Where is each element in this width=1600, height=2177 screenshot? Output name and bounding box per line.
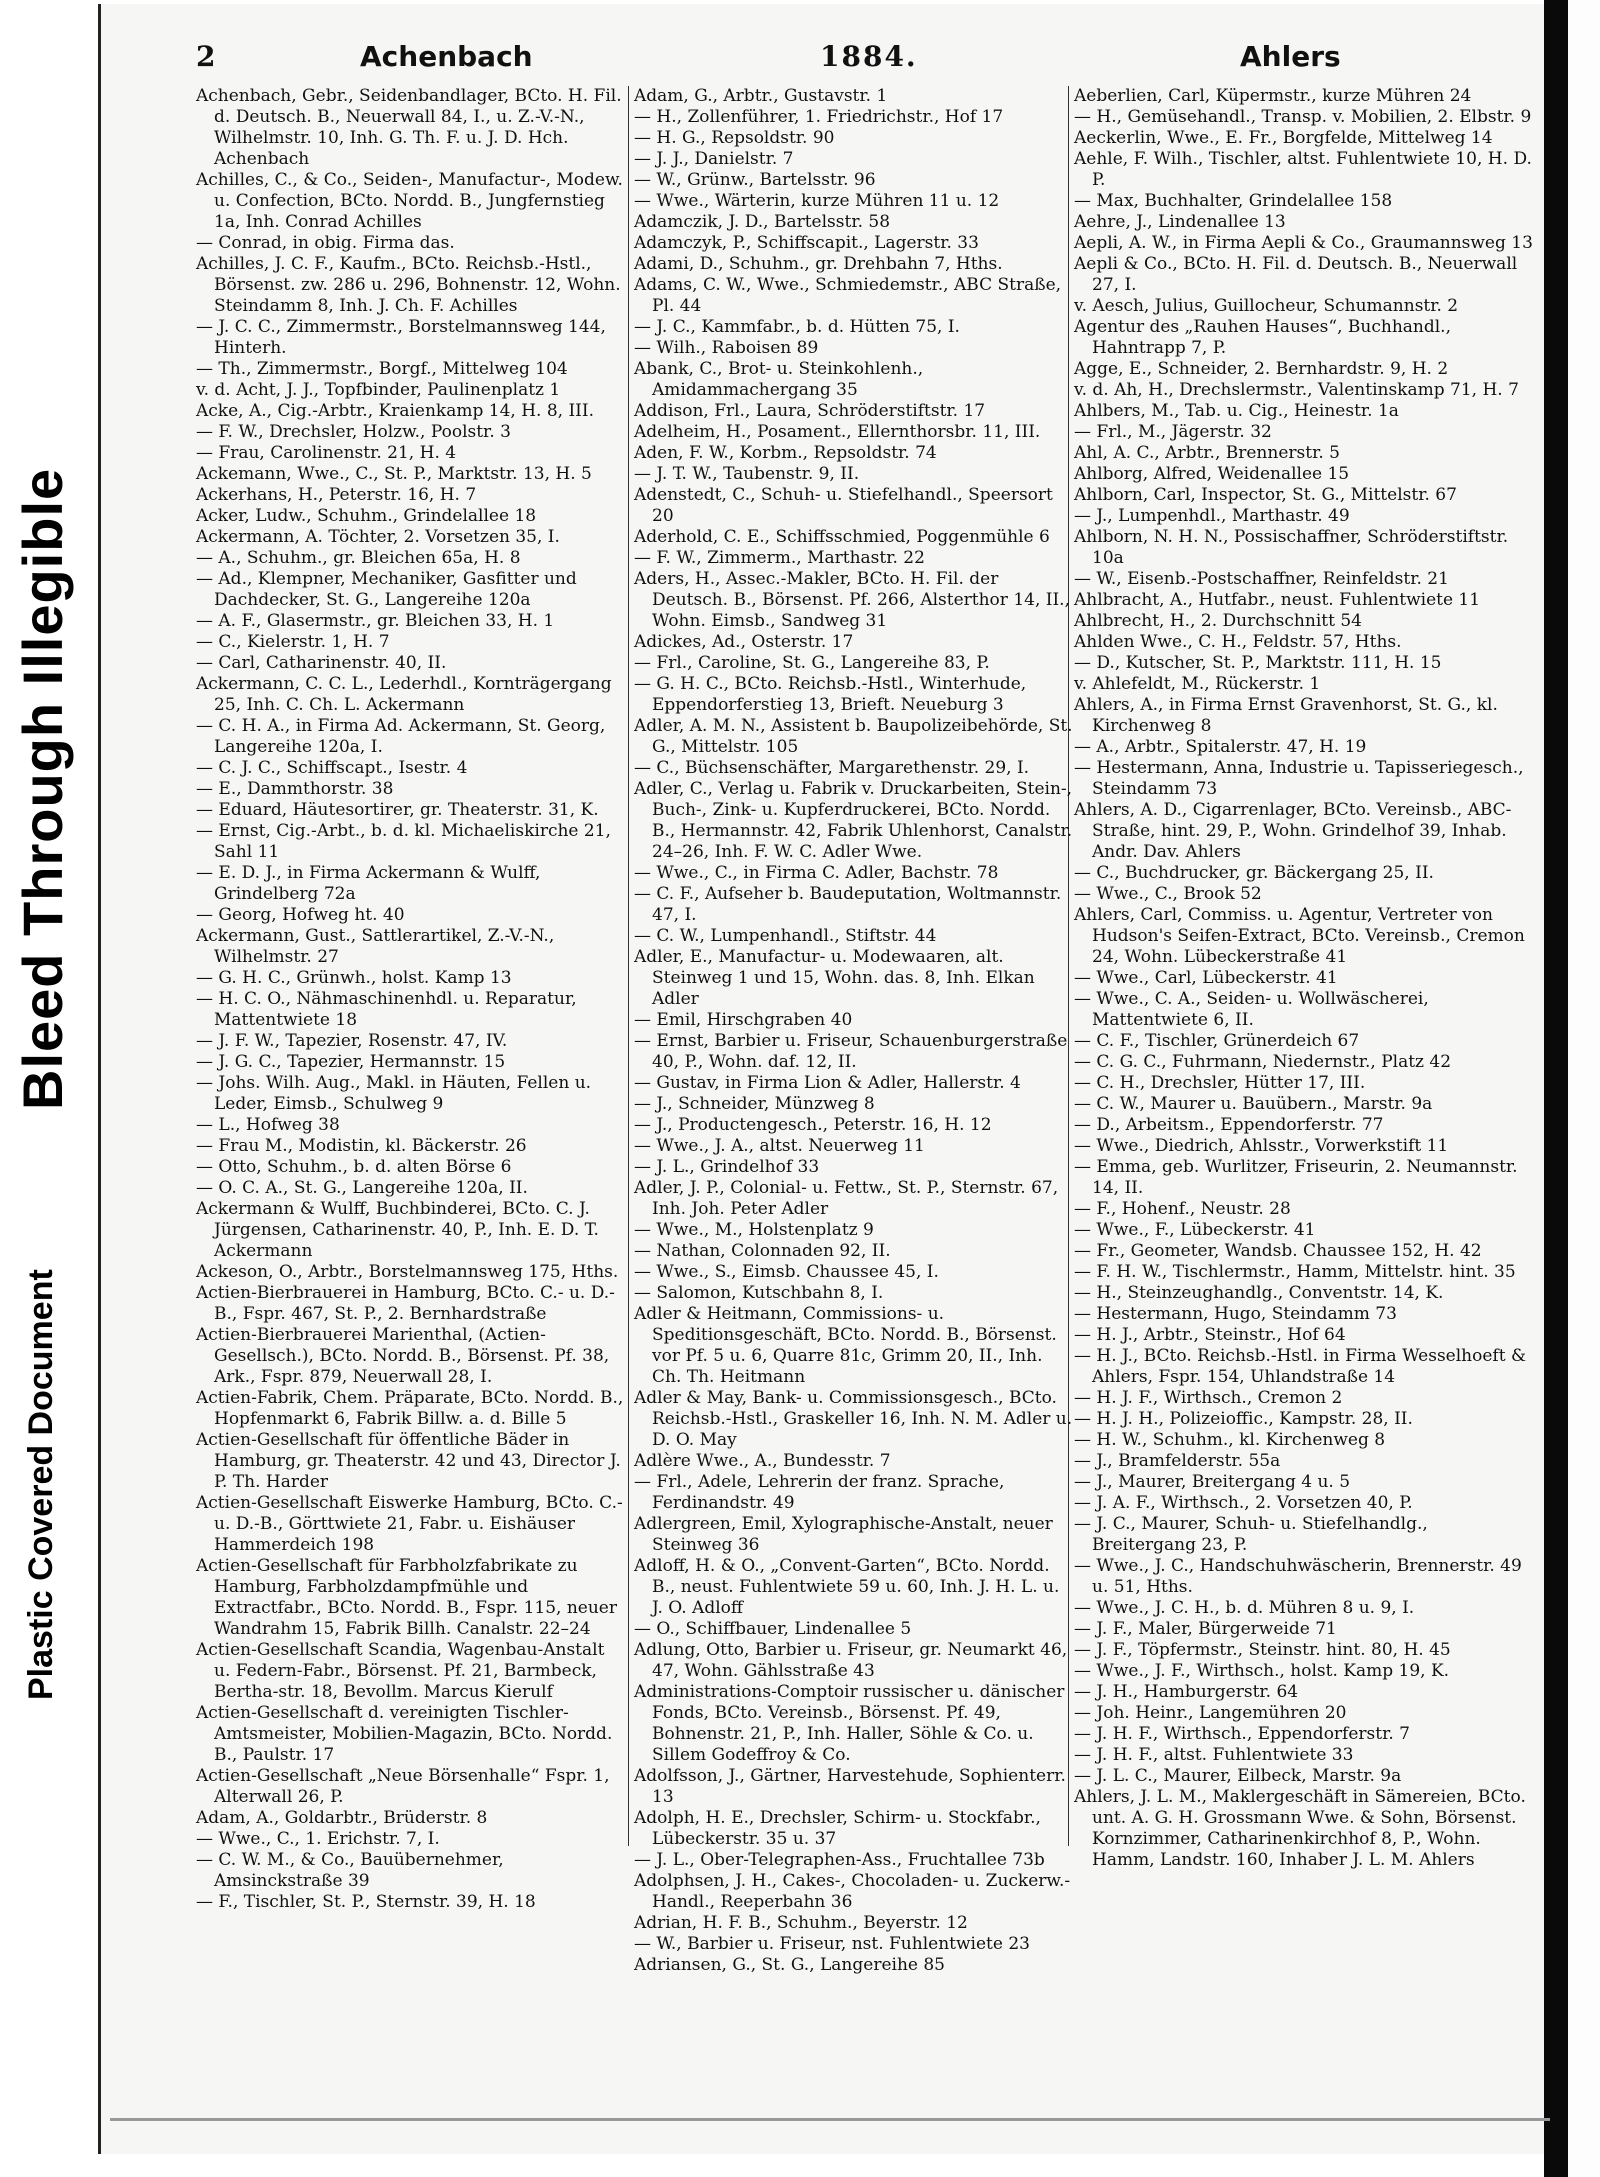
directory-entry: — Wilh., Raboisen 89 <box>634 338 819 358</box>
directory-entry: Actien-Gesellschaft Scandia, Wagenbau-Anstalt u. Federn-Fabr., Börsenst. Pf. 21, Barmbeck, Bertha-str. 18, Bevollm. Marcus Kierulf <box>196 1640 605 1702</box>
directory-entry: Ahlers, Carl, Commiss. u. Agentur, Vertreter von Hudson's Seifen-Extract, BCto. Vereinsb., Cremon 24, Wohn. Lübeckerstraße 41 <box>1074 905 1525 967</box>
year-heading: 1884. <box>820 40 918 73</box>
directory-entry: — O. C. A., St. G., Langereihe 120a, II. <box>196 1178 528 1198</box>
directory-entry: Ahlbrecht, H., 2. Durchschnitt 54 <box>1074 611 1362 631</box>
directory-entry: — F. W., Drechsler, Holzw., Poolstr. 3 <box>196 422 511 442</box>
directory-entry: — C. H. A., in Firma Ad. Ackermann, St. Georg, Langereihe 120a, I. <box>196 716 606 757</box>
directory-entry: Adloff, H. & O., „Convent-Garten“, BCto. Nordd. B., neust. Fuhlentwiete 59 u. 60, Inh. J. H. L. u. J. O. Adloff <box>634 1556 1060 1618</box>
directory-entry: Actien-Gesellschaft für Farbholzfabrikate zu Hamburg, Farbholzdampfmühle und Extractfabr., BCto. Nordd. B., Fspr. 115, neuer Wandrahm 15, Fabrik Billh. Canalstr. 22–24 <box>196 1556 617 1639</box>
directory-entry: — Max, Buchhalter, Grindelallee 158 <box>1074 191 1393 211</box>
directory-entry: Acke, A., Cig.-Arbtr., Kraienkamp 14, H. 8, III. <box>196 401 595 421</box>
directory-entry: — Ernst, Barbier u. Friseur, Schauenburgerstraße 40, P., Wohn. daf. 12, II. <box>634 1031 1068 1072</box>
directory-entry: — F. H. W., Tischlermstr., Hamm, Mittelstr. hint. 35 <box>1074 1262 1516 1282</box>
directory-entry: Adler, E., Manufactur- u. Modewaaren, alt. Steinweg 1 und 15, Wohn. das. 8, Inh. Elkan Adler <box>634 947 1035 1009</box>
directory-entry: — E., Dammthorstr. 38 <box>196 779 394 799</box>
directory-entry: Adams, C. W., Wwe., Schmiedemstr., ABC Straße, Pl. 44 <box>634 275 1062 316</box>
directory-entry: — C. H., Drechsler, Hütter 17, III. <box>1074 1073 1366 1093</box>
directory-entry: — H. J. H., Polizeioffic., Kampstr. 28, II. <box>1074 1409 1413 1429</box>
directory-entry: — Ernst, Cig.-Arbt., b. d. kl. Michaeliskirche 21, Sahl 11 <box>196 821 611 862</box>
directory-entry: — J. L. C., Maurer, Eilbeck, Marstr. 9a <box>1074 1766 1402 1786</box>
directory-entry: — Frl., Adele, Lehrerin der franz. Sprache, Ferdinandstr. 49 <box>634 1472 1005 1513</box>
directory-entry: — Joh. Heinr., Langemühren 20 <box>1074 1703 1347 1723</box>
directory-entry: Achenbach, Gebr., Seidenbandlager, BCto. H. Fil. d. Deutsch. B., Neuerwall 84, I., u. Z.-V.-N., Wilhelmstr. 10, Inh. G. Th. F. u. J. D. Hch. Achenbach <box>196 86 622 169</box>
directory-entry: Administrations-Comptoir russischer u. dänischer Fonds, BCto. Vereinsb., Börsenst. Pf. 49, Bohnenstr. 21, P., Inh. Haller, Söhle & Co. u. Sillem Godeffroy & Co. <box>634 1682 1065 1765</box>
directory-entry: Adickes, Ad., Osterstr. 17 <box>634 632 854 652</box>
directory-entry: — F. W., Zimmerm., Marthastr. 22 <box>634 548 925 568</box>
directory-entry: Ackeson, O., Arbtr., Borstelmannsweg 175, Hths. <box>196 1262 619 1282</box>
directory-entry: Adamczyk, P., Schiffscapit., Lagerstr. 33 <box>634 233 979 253</box>
directory-entry: — J. F., Töpfermstr., Steinstr. hint. 80, H. 45 <box>1074 1640 1451 1660</box>
directory-entry: Ahlborn, N. H. N., Possischaffner, Schröderstiftstr. 10a <box>1074 527 1509 568</box>
directory-entry: Aeckerlin, Wwe., E. Fr., Borgfelde, Mittelweg 14 <box>1074 128 1493 148</box>
directory-entry: — Wwe., J. C., Handschuhwäscherin, Brennerstr. 49 u. 51, Hths. <box>1074 1556 1522 1597</box>
directory-entry: Adlung, Otto, Barbier u. Friseur, gr. Neumarkt 46, 47, Wohn. Gählsstraße 43 <box>634 1640 1068 1681</box>
directory-entry: — G. H. C., Grünwh., holst. Kamp 13 <box>196 968 512 988</box>
directory-entry: — Wwe., S., Eimsb. Chaussee 45, I. <box>634 1262 939 1282</box>
directory-entry: — F., Tischler, St. P., Sternstr. 39, H. 18 <box>196 1892 536 1912</box>
directory-entry: — J. A. F., Wirthsch., 2. Vorsetzen 40, P. <box>1074 1493 1413 1513</box>
directory-entry: Actien-Gesellschaft d. vereinigten Tischler-Amtsmeister, Mobilien-Magazin, BCto. Nordd. B., Paulstr. 17 <box>196 1703 613 1765</box>
directory-entry: — Otto, Schuhm., b. d. alten Börse 6 <box>196 1157 512 1177</box>
directory-entry: — E. D. J., in Firma Ackermann & Wulff, Grindelberg 72a <box>196 863 541 904</box>
directory-entry: Ahlers, J. L. M., Maklergeschäft in Sämereien, BCto. unt. A. G. H. Grossmann Wwe. & Sohn, Börsenst. Kornzimmer, Catharinenkirchhof 8, P., Wohn. Hamm, Landstr. 160, Inhaber J. L. M. Ahlers <box>1074 1787 1526 1870</box>
directory-entry: — Wwe., C., 1. Erichstr. 7, I. <box>196 1829 440 1849</box>
directory-entry: Actien-Gesellschaft Eiswerke Hamburg, BCto. C.- u. D.-B., Görttwiete 21, Fabr. u. Eishäuser Hammerdeich 198 <box>196 1493 623 1555</box>
directory-entry: — Emil, Hirschgraben 40 <box>634 1010 853 1030</box>
directory-entry: Adami, D., Schuhm., gr. Drehbahn 7, Hths. <box>634 254 1003 274</box>
directory-entry: Acker, Ludw., Schuhm., Grindelallee 18 <box>196 506 537 526</box>
directory-entry: — J. C., Maurer, Schuh- u. Stiefelhandlg., Breitergang 23, P. <box>1074 1514 1428 1555</box>
directory-entry: Ahlbracht, A., Hutfabr., neust. Fuhlentwiete 11 <box>1074 590 1481 610</box>
directory-entry: — Frau, Carolinenstr. 21, H. 4 <box>196 443 457 463</box>
directory-entry: Agge, E., Schneider, 2. Bernhardstr. 9, H. 2 <box>1074 359 1449 379</box>
directory-entry: — J. L., Grindelhof 33 <box>634 1157 820 1177</box>
directory-entry: — G. H. C., BCto. Reichsb.-Hstl., Winterhude, Eppendorferstieg 13, Brieft. Neueburg 3 <box>634 674 1027 715</box>
directory-entry: — J. H. F., Wirthsch., Eppendorferstr. 7 <box>1074 1724 1410 1744</box>
directory-entry: — Wwe., C., Brook 52 <box>1074 884 1262 904</box>
directory-entry: Ackermann, A. Töchter, 2. Vorsetzen 35, I. <box>196 527 560 547</box>
directory-entry: — Carl, Catharinenstr. 40, II. <box>196 653 447 673</box>
directory-entry: — C., Büchsenschäfter, Margarethenstr. 29, I. <box>634 758 1030 778</box>
directory-entry: Aders, H., Assec.-Makler, BCto. H. Fil. der Deutsch. B., Börsenst. Pf. 266, Alsterthor 14, II., Wohn. Eimsb., Sandweg 31 <box>634 569 1070 631</box>
page-edge-margin <box>1568 0 1600 2177</box>
directory-entry: — H. J., Arbtr., Steinstr., Hof 64 <box>1074 1325 1346 1345</box>
directory-entry: — Wwe., J. C. H., b. d. Mühren 8 u. 9, I. <box>1074 1598 1415 1618</box>
directory-entry: — H., Steinzeughandlg., Conventstr. 14, K. <box>1074 1283 1444 1303</box>
directory-entry: — C. J. C., Schiffscapt., Isestr. 4 <box>196 758 468 778</box>
directory-entry: Ahlers, A., in Firma Ernst Gravenhorst, St. G., kl. Kirchenweg 8 <box>1074 695 1498 736</box>
directory-entry: Achilles, J. C. F., Kaufm., BCto. Reichsb.-Hstl., Börsenst. zw. 286 u. 296, Bohnenstr. 12, Wohn. Steindamm 8, Inh. J. Ch. F. Achilles <box>196 254 621 316</box>
directory-entry: — H., Zollenführer, 1. Friedrichstr., Hof 17 <box>634 107 1004 127</box>
directory-entry: Actien-Bierbrauerei Marienthal, (Actien-Gesellsch.), BCto. Nordd. B., Börsenst. Pf. 38, Ark., Fspr. 879, Neuerwall 28, I. <box>196 1325 610 1387</box>
directory-entry: Ackerhans, H., Peterstr. 16, H. 7 <box>196 485 477 505</box>
page-number: 2 <box>196 40 216 73</box>
directory-entry: Achilles, C., & Co., Seiden-, Manufactur-, Modew. u. Confection, BCto. Nordd. B., Jungfernstieg 1a, Inh. Conrad Achilles <box>196 170 623 232</box>
directory-entry: Aehre, J., Lindenallee 13 <box>1074 212 1286 232</box>
directory-entry: — C., Buchdrucker, gr. Bäckergang 25, II. <box>1074 863 1434 883</box>
directory-entry: — Gustav, in Firma Lion & Adler, Hallerstr. 4 <box>634 1073 1021 1093</box>
directory-entry: Adam, A., Goldarbtr., Brüderstr. 8 <box>196 1808 488 1828</box>
directory-entry: — J. F., Maler, Bürgerweide 71 <box>1074 1619 1337 1639</box>
directory-entry: Ackermann, Gust., Sattlerartikel, Z.-V.-N., Wilhelmstr. 27 <box>196 926 555 967</box>
right-running-head: Ahlers <box>1240 40 1341 73</box>
directory-entry: Ahl, A. C., Arbtr., Brennerstr. 5 <box>1074 443 1340 463</box>
directory-entry: Ahlborg, Alfred, Weidenallee 15 <box>1074 464 1350 484</box>
directory-entry: — Wwe., Carl, Lübeckerstr. 41 <box>1074 968 1338 988</box>
directory-entry: — D., Arbeitsm., Eppendorferstr. 77 <box>1074 1115 1384 1135</box>
directory-entry: Actien-Gesellschaft für öffentliche Bäder in Hamburg, gr. Theaterstr. 42 und 43, Director J. P. Th. Harder <box>196 1430 621 1492</box>
directory-entry: — Frl., M., Jägerstr. 32 <box>1074 422 1272 442</box>
directory-entry: — Wwe., C. A., Seiden- u. Wollwäscherei, Mattentwiete 6, II. <box>1074 989 1429 1030</box>
directory-entry: — L., Hofweg 38 <box>196 1115 340 1135</box>
directory-entry: — Wwe., M., Holstenplatz 9 <box>634 1220 874 1240</box>
directory-entry: — H. J., BCto. Reichsb.-Hstl. in Firma Wesselhoeft & Ahlers, Fspr. 154, Uhlandstraße 14 <box>1074 1346 1527 1387</box>
directory-entry: Adler, A. M. N., Assistent b. Baupolizeibehörde, St. G., Mittelstr. 105 <box>634 716 1073 757</box>
directory-entry: — Wwe., F., Lübeckerstr. 41 <box>1074 1220 1316 1240</box>
directory-entry: Aepli, A. W., in Firma Aepli & Co., Graumannsweg 13 <box>1074 233 1533 253</box>
directory-entry: — H. G., Repsoldstr. 90 <box>634 128 835 148</box>
directory-entry: — A., Schuhm., gr. Bleichen 65a, H. 8 <box>196 548 521 568</box>
bleed-through-label: Bleed Through Illegible <box>11 467 74 1110</box>
directory-entry: — Salomon, Kutschbahn 8, I. <box>634 1283 884 1303</box>
directory-entry: Adenstedt, C., Schuh- u. Stiefelhandl., Speersort 20 <box>634 485 1053 526</box>
directory-entry: — J., Lumpenhdl., Marthastr. 49 <box>1074 506 1350 526</box>
directory-entry: v. d. Acht, J. J., Topfbinder, Paulinenplatz 1 <box>196 380 561 400</box>
directory-entry: Ahlborn, Carl, Inspector, St. G., Mittelstr. 67 <box>1074 485 1457 505</box>
directory-entry: Ackermann & Wulff, Buchbinderei, BCto. C. J. Jürgensen, Catharinenstr. 40, P., Inh. E. D. T. Ackermann <box>196 1199 599 1261</box>
directory-entry: — Wwe., J. F., Wirthsch., holst. Kamp 19, K. <box>1074 1661 1450 1681</box>
directory-entry: — J. G. C., Tapezier, Hermannstr. 15 <box>196 1052 506 1072</box>
directory-entry: Adler & Heitmann, Commissions- u. Speditionsgeschäft, BCto. Nordd. B., Börsenst. vor Pf. 5 u. 6, Quarre 81c, Grimm 20, II., Inh. Ch. Th. Heitmann <box>634 1304 1057 1387</box>
directory-entry: Agentur des „Rauhen Hauses“, Buchhandl., Hahntrapp 7, P. <box>1074 317 1451 358</box>
directory-entry: — Hestermann, Anna, Industrie u. Tapisseriegesch., Steindamm 73 <box>1074 758 1524 799</box>
directory-entry: — Wwe., Diedrich, Ahlsstr., Vorwerkstift 11 <box>1074 1136 1449 1156</box>
directory-entry: Actien-Gesellschaft „Neue Börsenhalle“ Fspr. 1, Alterwall 26, P. <box>196 1766 610 1807</box>
directory-entry: Adolfsson, J., Gärtner, Harvestehude, Sophienterr. 13 <box>634 1766 1066 1807</box>
directory-entry: Aeberlien, Carl, Küpermstr., kurze Mühren 24 <box>1074 86 1472 106</box>
bottom-page-edge <box>110 2118 1550 2121</box>
directory-column-1 <box>196 86 624 1912</box>
directory-entry: — Emma, geb. Wurlitzer, Friseurin, 2. Neumannstr. 14, II. <box>1074 1157 1518 1198</box>
directory-entry: Adler, J. P., Colonial- u. Fettw., St. P., Sternstr. 67, Inh. Joh. Peter Adler <box>634 1178 1059 1219</box>
directory-entry: Addison, Frl., Laura, Schröderstiftstr. 17 <box>634 401 986 421</box>
directory-entry: v. Ahlefeldt, M., Rückerstr. 1 <box>1074 674 1321 694</box>
directory-entry: — Fr., Geometer, Wandsb. Chaussee 152, H. 42 <box>1074 1241 1482 1261</box>
directory-entry: — Johs. Wilh. Aug., Makl. in Häuten, Fellen u. Leder, Eimsb., Schulweg 9 <box>196 1073 592 1114</box>
directory-entry: — O., Schiffbauer, Lindenallee 5 <box>634 1619 912 1639</box>
directory-entry: — J. H. F., altst. Fuhlentwiete 33 <box>1074 1745 1354 1765</box>
directory-entry: Adler & May, Bank- u. Commissionsgesch., BCto. Reichsb.-Hstl., Graskeller 16, Inh. N. M. Adler u. D. O. May <box>634 1388 1073 1450</box>
directory-entry: — C. G. C., Fuhrmann, Niedernstr., Platz 42 <box>1074 1052 1452 1072</box>
directory-entry: — H. J. F., Wirthsch., Cremon 2 <box>1074 1388 1343 1408</box>
directory-entry: Adam, G., Arbtr., Gustavstr. 1 <box>634 86 888 106</box>
directory-entry: Adelheim, H., Posament., Ellernthorsbr. 11, III. <box>634 422 1041 442</box>
directory-entry: Ackemann, Wwe., C., St. P., Marktstr. 13, H. 5 <box>196 464 592 484</box>
directory-entry: — H. W., Schuhm., kl. Kirchenweg 8 <box>1074 1430 1386 1450</box>
directory-entry: — Frau M., Modistin, kl. Bäckerstr. 26 <box>196 1136 527 1156</box>
directory-entry: — Conrad, in obig. Firma das. <box>196 233 455 253</box>
directory-entry: Aepli & Co., BCto. H. Fil. d. Deutsch. B., Neuerwall 27, I. <box>1074 254 1518 295</box>
directory-entry: Adlergreen, Emil, Xylographische-Anstalt, neuer Steinweg 36 <box>634 1514 1053 1555</box>
directory-entry: Actien-Bierbrauerei in Hamburg, BCto. C.- u. D.-B., Fspr. 467, St. P., 2. Bernhardstraße <box>196 1283 615 1324</box>
directory-entry: — F., Hohenf., Neustr. 28 <box>1074 1199 1291 1219</box>
left-margin-label-strip <box>0 0 110 2177</box>
left-running-head: Achenbach <box>360 40 533 73</box>
directory-entry: Ahlbers, M., Tab. u. Cig., Heinestr. 1a <box>1074 401 1399 421</box>
directory-entry: — Wwe., Wärterin, kurze Mühren 11 u. 12 <box>634 191 1000 211</box>
directory-entry: — H. C. O., Nähmaschinenhdl. u. Reparatur, Mattentwiete 18 <box>196 989 577 1030</box>
directory-entry: Adler, C., Verlag u. Fabrik v. Druckarbeiten, Stein-, Buch-, Zink- u. Kupferdruckerei, BCto. Nordd. B., Hermannstr. 42, Fabrik Uhlenhorst, Canalstr. 24–26, Inh. F. W. C. Adler Wwe. <box>634 779 1073 862</box>
directory-entry: — C. F., Aufseher b. Baudeputation, Woltmannstr. 47, I. <box>634 884 1062 925</box>
directory-entry: — C. W., Lumpenhandl., Stiftstr. 44 <box>634 926 937 946</box>
directory-entry: — C. W. M., & Co., Bauübernehmer, Amsinckstraße 39 <box>196 1850 504 1891</box>
directory-entry: — J., Productengesch., Peterstr. 16, H. 12 <box>634 1115 992 1135</box>
directory-entry: Aden, F. W., Korbm., Repsoldstr. 74 <box>634 443 937 463</box>
directory-entry: — Nathan, Colonnaden 92, II. <box>634 1241 891 1261</box>
directory-entry: — J. L., Ober-Telegraphen-Ass., Fruchtallee 73b <box>634 1850 1045 1870</box>
directory-entry: Aderhold, C. E., Schiffsschmied, Poggenmühle 6 <box>634 527 1050 547</box>
directory-entry: — A. F., Glasermstr., gr. Bleichen 33, H. 1 <box>196 611 555 631</box>
directory-entry: — Wwe., J. A., altst. Neuerweg 11 <box>634 1136 925 1156</box>
directory-entry: — Georg, Hofweg ht. 40 <box>196 905 405 925</box>
directory-entry: — J. F. W., Tapezier, Rosenstr. 47, IV. <box>196 1031 508 1051</box>
directory-entry: Adrian, H. F. B., Schuhm., Beyerstr. 12 <box>634 1913 968 1933</box>
directory-entry: — W., Grünw., Bartelsstr. 96 <box>634 170 876 190</box>
directory-entry: Adolph, H. E., Drechsler, Schirm- u. Stockfabr., Lübeckerstr. 35 u. 37 <box>634 1808 1041 1849</box>
directory-entry: — Eduard, Häutesortirer, gr. Theaterstr. 31, K. <box>196 800 599 820</box>
directory-entry: Ackermann, C. C. L., Lederhdl., Kornträgergang 25, Inh. C. Ch. L. Ackermann <box>196 674 612 715</box>
directory-entry: Abank, C., Brot- u. Steinkohlenh., Amidammachergang 35 <box>634 359 924 400</box>
directory-entry: — J., Schneider, Münzweg 8 <box>634 1094 875 1114</box>
directory-entry: — J., Maurer, Breitergang 4 u. 5 <box>1074 1472 1351 1492</box>
directory-entry: — C., Kielerstr. 1, H. 7 <box>196 632 390 652</box>
directory-entry: Actien-Fabrik, Chem. Präparate, BCto. Nordd. B., Hopfenmarkt 6, Fabrik Billw. a. d. Bille 5 <box>196 1388 624 1429</box>
directory-entry: — C. W., Maurer u. Bauübern., Marstr. 9a <box>1074 1094 1433 1114</box>
directory-column-2 <box>634 86 1074 1975</box>
directory-entry: — Wwe., C., in Firma C. Adler, Bachstr. 78 <box>634 863 999 883</box>
plastic-covered-label: Plastic Covered Document <box>22 1269 60 1700</box>
directory-entry: Adolphsen, J. H., Cakes-, Chocoladen- u. Zuckerw.-Handl., Reeperbahn 36 <box>634 1871 1071 1912</box>
directory-entry: — A., Arbtr., Spitalerstr. 47, H. 19 <box>1074 737 1367 757</box>
directory-entry: Ahlers, A. D., Cigarrenlager, BCto. Vereinsb., ABC-Straße, hint. 29, P., Wohn. Grindelhof 39, Inhab. Andr. Dav. Ahlers <box>1074 800 1512 862</box>
page-header <box>100 40 1530 88</box>
directory-entry: — W., Eisenb.-Postschaffner, Reinfeldstr. 21 <box>1074 569 1449 589</box>
directory-entry: — Th., Zimmermstr., Borgf., Mittelweg 104 <box>196 359 568 379</box>
directory-entry: — J. H., Hamburgerstr. 64 <box>1074 1682 1299 1702</box>
directory-entry: — W., Barbier u. Friseur, nst. Fuhlentwiete 23 <box>634 1934 1030 1954</box>
directory-entry: — J. J., Danielstr. 7 <box>634 149 794 169</box>
directory-entry: — J., Bramfelderstr. 55a <box>1074 1451 1281 1471</box>
directory-entry: — H., Gemüsehandl., Transp. v. Mobilien, 2. Elbstr. 9 <box>1074 107 1532 127</box>
directory-entry: — C. F., Tischler, Grünerdeich 67 <box>1074 1031 1360 1051</box>
directory-entry: — Ad., Klempner, Mechaniker, Gasfitter und Dachdecker, St. G., Langereihe 120a <box>196 569 577 610</box>
directory-entry: v. Aesch, Julius, Guillocheur, Schumannstr. 2 <box>1074 296 1459 316</box>
directory-column-3 <box>1074 86 1534 1870</box>
directory-entry: — Frl., Caroline, St. G., Langereihe 83, P. <box>634 653 990 673</box>
page-edge-shadow <box>1544 0 1568 2177</box>
directory-entry: — J. C., Kammfabr., b. d. Hütten 75, I. <box>634 317 960 337</box>
directory-entry: Aehle, F. Wilh., Tischler, altst. Fuhlentwiete 10, H. D. P. <box>1074 149 1532 190</box>
directory-entry: Adriansen, G., St. G., Langereihe 85 <box>634 1955 945 1975</box>
directory-entry: — J. C. C., Zimmermstr., Borstelmannsweg 144, Hinterh. <box>196 317 606 358</box>
directory-entry: — J. T. W., Taubenstr. 9, II. <box>634 464 860 484</box>
directory-entry: Ahlden Wwe., C. H., Feldstr. 57, Hths. <box>1074 632 1402 652</box>
directory-entry: v. d. Ah, H., Drechslermstr., Valentinskamp 71, H. 7 <box>1074 380 1519 400</box>
directory-entry: Adlère Wwe., A., Bundesstr. 7 <box>634 1451 891 1471</box>
directory-entry: — Hestermann, Hugo, Steindamm 73 <box>1074 1304 1397 1324</box>
directory-entry: — D., Kutscher, St. P., Marktstr. 111, H. 15 <box>1074 653 1442 673</box>
directory-entry: Adamczik, J. D., Bartelsstr. 58 <box>634 212 891 232</box>
column-divider <box>628 86 629 1846</box>
